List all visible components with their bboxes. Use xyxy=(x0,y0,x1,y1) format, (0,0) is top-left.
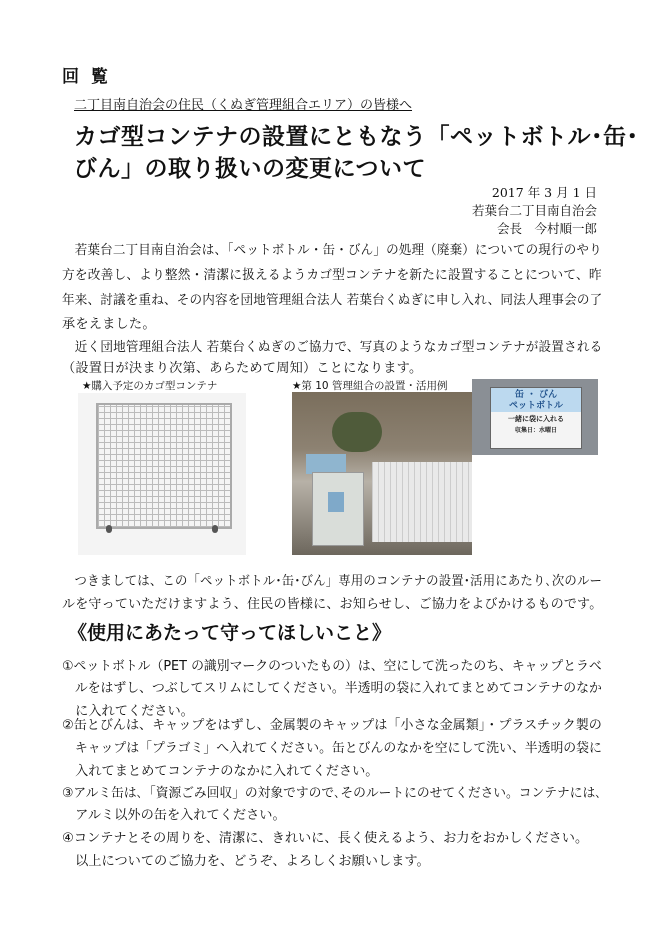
intro-line: 若葉台二丁目南自治会は、「ペットボトル・缶・びん」の処理（廃棄）についての現行のやり xyxy=(62,243,602,258)
rule-item-3: アルミ以外の缶を入れてください。 xyxy=(62,808,286,823)
title-line-2: びん」の取り扱いの変更について xyxy=(74,156,427,182)
photo-caption-right: ★第 10 管理組合の設置・活用例 xyxy=(292,380,448,392)
installation-example-photo xyxy=(292,392,472,555)
intro-line: 承をえました。 xyxy=(62,317,156,332)
sign-photo xyxy=(472,379,598,455)
rules-heading: 《使用にあたって守ってほしいこと》 xyxy=(68,622,392,644)
sign-line-1: 缶 ・ びん xyxy=(491,388,581,401)
sign-line-2: ペットボトル xyxy=(491,401,581,412)
title-line-1: カゴ型コンテナの設置にともなう「ペットボトル･缶･ xyxy=(74,124,639,150)
photo-caption-left: ★購入予定のカゴ型コンテナ xyxy=(82,380,218,392)
intro-line: （設置日が決まり次第、あらためて周知）ことになります。 xyxy=(62,361,423,376)
notice-line: つきましては、この「ペットボトル･缶･びん」専用のコンテナの設置･活用にあたり､次のルー xyxy=(62,574,603,589)
sign-line-3: 一緒に袋に入れる xyxy=(508,415,564,423)
rule-item-3: ③アルミ缶は､「資源ごみ回収」の対象ですので､そのルートにのせてください。コンテナには､ xyxy=(62,786,602,801)
notice-line: ルを守っていただけますよう、住民の皆様に、お知らせし、ご協力をよびかけるものです。 xyxy=(62,597,603,612)
sign-line-4: 収集日：水曜日 xyxy=(514,427,557,434)
cage-container-photo xyxy=(78,393,246,555)
closing: 以上についてのご協力を、どうぞ、よろしくお願いします。 xyxy=(62,854,430,869)
circular-label: 回 覧 xyxy=(62,67,111,87)
rule-item-2: キャップは「プラゴミ」へ入れてください。缶とびんのなかを空にして洗い、半透明の袋に xyxy=(62,741,602,756)
date: 2017 年 3 月 1 日 xyxy=(491,185,597,200)
rule-item-1: に入れてください。 xyxy=(62,704,194,719)
rule-item-4: ④コンテナとその周りを、清潔に、きれいに、長く使えるよう、お力をおかしください。 xyxy=(62,831,589,846)
organization: 若葉台二丁目南自治会 xyxy=(471,203,597,218)
rule-item-2: 入れてまとめてコンテナのなかに入れてください。 xyxy=(62,764,379,779)
intro-line: 近く団地管理組合法人 若葉台くぬぎのご協力で、写真のようなカゴ型コンテナが設置される xyxy=(62,340,603,355)
intro-line: 方を改善し、より整然・清潔に扱えるようカゴ型コンテナを新たに設置することについて、昨 xyxy=(62,268,602,283)
intro-line: 年来、討議を重ね、その内容を団地管理組合法人 若葉台くぬぎに申し入れ、同法人理事会の了 xyxy=(62,293,603,308)
addressee: 二丁目南自治会の住民（くぬぎ管理組合エリア）の皆様へ xyxy=(74,98,413,113)
rule-item-1: ルをはずし、つぶしてスリムにしてください。半透明の袋に入れてまとめてコンテナのなか xyxy=(62,681,602,696)
rule-item-2: ②缶とびんは、キャップをはずし、金属製のキャップは「小さな金属類」・プラスチック製の xyxy=(62,718,602,733)
signatory: 会長 今村順一郎 xyxy=(496,221,597,236)
rule-item-1: ①ペットボトル（PET の識別マークのついたもの）は、空にして洗ったのち、キャップとラベ xyxy=(62,659,602,674)
